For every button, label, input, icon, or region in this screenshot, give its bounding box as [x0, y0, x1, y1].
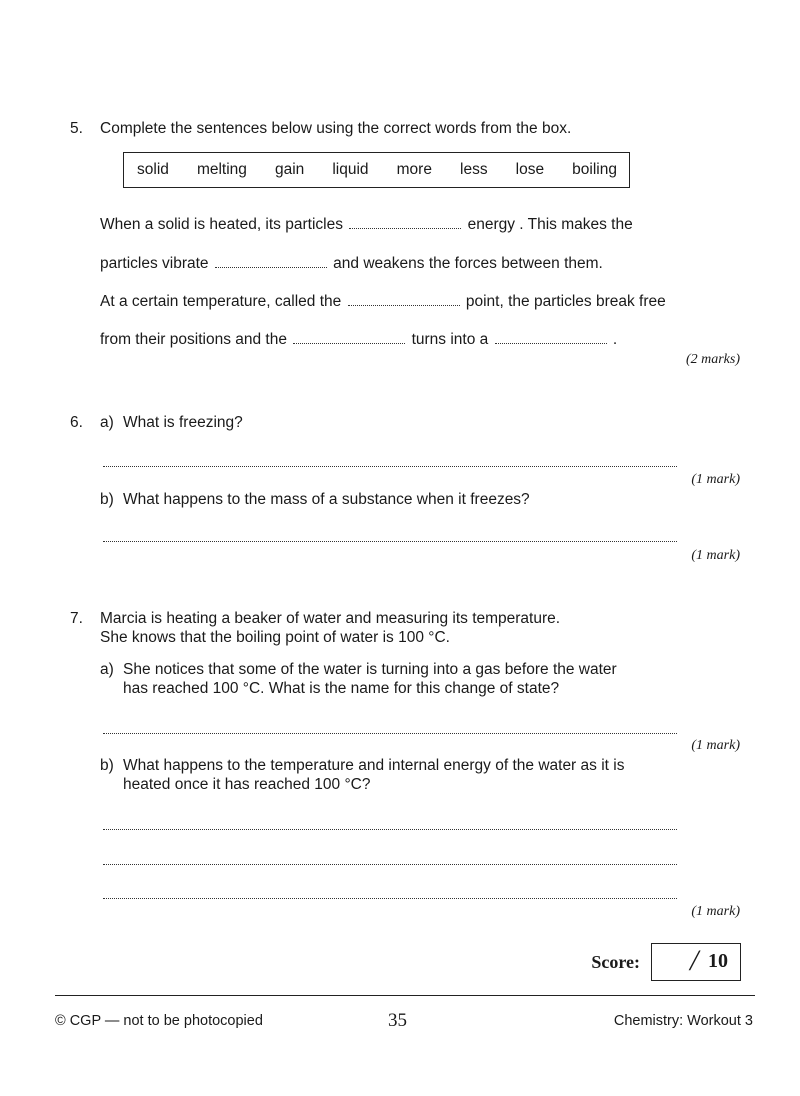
- word-box-word: melting: [196, 161, 247, 178]
- q5-sentence-2: [100, 253, 603, 274]
- q7a-label: a): [100, 661, 114, 678]
- q6a-marks: (1 mark): [691, 472, 740, 487]
- question-5-instruction: Complete the sentences below using the correct words from the box.: [100, 120, 572, 137]
- q7a-marks: (1 mark): [691, 738, 740, 753]
- q6a-question: What is freezing?: [123, 414, 243, 431]
- word-box-word: solid: [137, 161, 169, 178]
- fill-blank-2[interactable]: [215, 253, 327, 268]
- question-5-number: 5.: [70, 120, 83, 137]
- q5-text: energy . This makes the: [467, 216, 633, 233]
- q5-text: At a certain temperature, called the: [100, 293, 342, 310]
- q5-sentence-1: [100, 214, 633, 235]
- q7b-marks: (1 mark): [691, 904, 740, 919]
- word-box-word: lose: [515, 161, 545, 178]
- word-box-word: gain: [274, 161, 305, 178]
- q7b-answer-line-3[interactable]: [103, 898, 677, 899]
- footer-book-title: Chemistry: Workout 3: [613, 1013, 753, 1029]
- score-total: 10: [708, 950, 728, 972]
- q6b-label: b): [100, 491, 114, 508]
- q7b-question-line-2: heated once it has reached 100 °C?: [123, 776, 371, 793]
- page-number: 35: [388, 1010, 407, 1031]
- q5-text: When a solid is heated, its particles: [100, 216, 343, 233]
- q5-text: point, the particles break free: [465, 293, 666, 310]
- q7b-answer-line-2[interactable]: [103, 864, 677, 865]
- q6b-marks: (1 mark): [691, 548, 740, 563]
- fill-blank-4[interactable]: [293, 329, 405, 344]
- q5-marks: (2 marks): [685, 352, 740, 367]
- q7a-question-line-2: has reached 100 °C. What is the name for this change of state?: [123, 680, 560, 697]
- word-box: [123, 152, 630, 188]
- word-box-word: boiling: [572, 161, 617, 178]
- q7a-answer-line[interactable]: [103, 733, 677, 734]
- q7a-question-line-1: She notices that some of the water is turning into a gas before the water: [123, 661, 617, 678]
- q7b-question-line-1: What happens to the temperature and internal energy of the water as it is: [123, 757, 625, 774]
- word-box-word: liquid: [332, 161, 369, 178]
- score-label: Score:: [591, 952, 640, 972]
- q5-text: .: [612, 331, 618, 348]
- footer-divider: [55, 995, 755, 996]
- score-slash: /: [690, 944, 699, 977]
- word-box-word: less: [460, 161, 488, 178]
- q5-sentence-4: [100, 329, 617, 350]
- word-box-word: more: [396, 161, 432, 178]
- q7-intro-line-1: Marcia is heating a beaker of water and measuring its temperature.: [100, 610, 561, 627]
- question-6-number: 6.: [70, 414, 83, 431]
- q7b-label: b): [100, 757, 114, 774]
- q5-text: from their positions and the: [100, 331, 287, 348]
- fill-blank-1[interactable]: [349, 214, 461, 229]
- q6a-answer-line[interactable]: [103, 466, 677, 467]
- fill-blank-3[interactable]: [348, 291, 460, 306]
- q5-text: turns into a: [411, 331, 489, 348]
- q7-intro-line-2: She knows that the boiling point of water is 100 °C.: [100, 629, 450, 646]
- q5-text: and weakens the forces between them.: [333, 255, 603, 272]
- fill-blank-5[interactable]: [495, 329, 607, 344]
- q6b-answer-line[interactable]: [103, 541, 677, 542]
- q6a-label: a): [100, 414, 114, 431]
- q5-sentence-3: [100, 291, 666, 312]
- q7b-answer-line-1[interactable]: [103, 829, 677, 830]
- q5-text: particles vibrate: [100, 255, 209, 272]
- footer-copyright: © CGP — not to be photocopied: [55, 1013, 263, 1029]
- q6b-question: What happens to the mass of a substance when it freezes?: [123, 491, 530, 508]
- question-7-number: 7.: [70, 610, 83, 627]
